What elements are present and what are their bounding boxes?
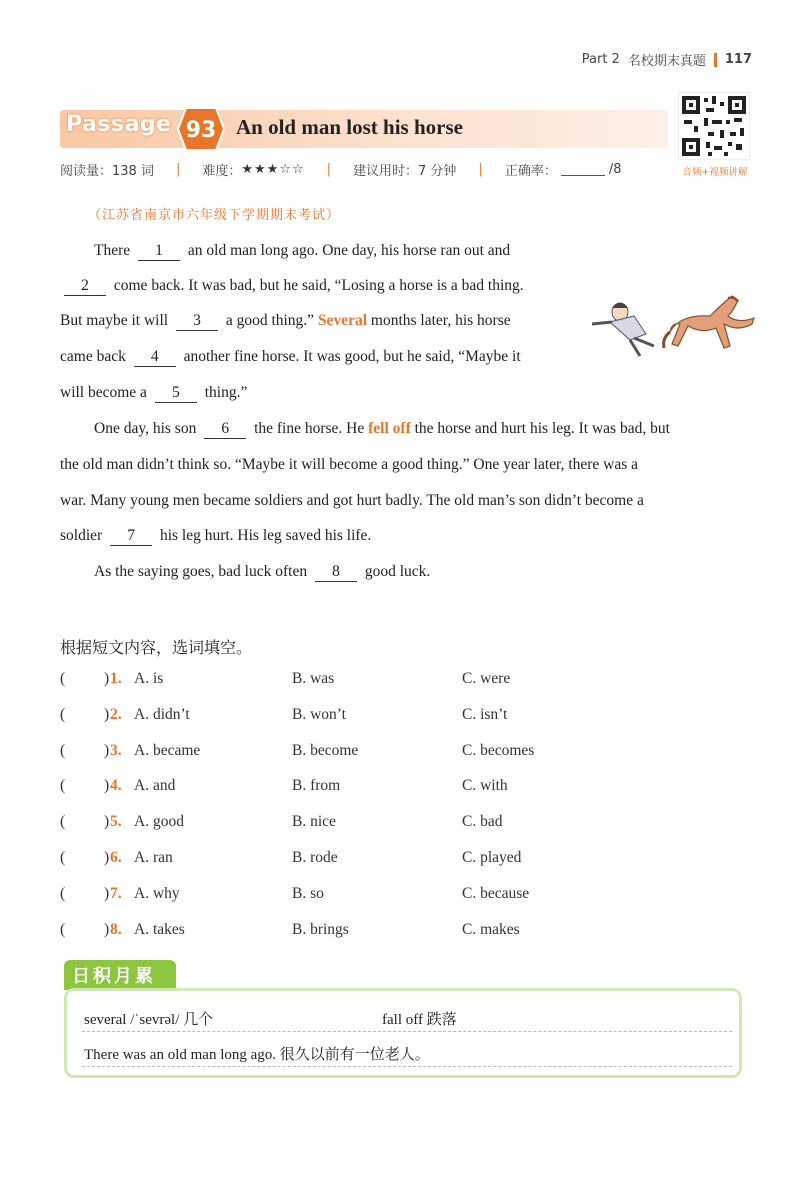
option-c[interactable]: C. becomes <box>462 741 535 759</box>
word-count: 阅读量：138 词 <box>60 164 154 179</box>
falling-man-icon <box>592 303 654 356</box>
option-a[interactable]: A. good <box>134 813 184 831</box>
dashed-divider <box>82 1031 732 1032</box>
horse-icon <box>664 296 754 348</box>
suggested-time: 建议用时：7 分钟 <box>353 164 457 179</box>
answer-paren-open[interactable]: ( <box>60 705 66 723</box>
answer-paren-close: ) <box>104 849 110 866</box>
option-a[interactable]: A. ran <box>134 849 173 866</box>
option-b[interactable]: B. won’t <box>292 705 346 723</box>
question-number: 8. <box>110 920 122 938</box>
question-number: 6. <box>110 849 122 866</box>
highlight-several: Several <box>317 312 368 329</box>
answer-paren-close: ) <box>104 670 110 687</box>
vocab-word: several /ˈsevrəl/ 几个 <box>84 1012 214 1028</box>
vocab-sentence: There was an old man long ago. 很久以前有一位老人。 <box>84 1047 430 1063</box>
difficulty-stars: ★★★☆☆ <box>241 162 305 177</box>
option-b[interactable]: B. nice <box>292 813 336 831</box>
header-divider <box>714 53 717 67</box>
passage-title: An old man lost his horse <box>236 115 463 139</box>
answer-paren-open[interactable]: ( <box>60 670 66 687</box>
passage-line: war. Many young men became soldiers and got hurt badly. The old man’s son didn’t become a <box>60 492 644 509</box>
option-a[interactable]: A. is <box>134 670 164 687</box>
meta-row <box>60 160 622 179</box>
answer-paren-close: ) <box>104 741 110 759</box>
answer-paren-close: ) <box>104 813 110 831</box>
page-header <box>582 50 752 69</box>
question-row <box>60 921 680 945</box>
passage-line: One day, his son 6 the fine horse. He fell off the horse and hurt his leg. It was bad, but <box>94 420 670 437</box>
option-c[interactable]: C. were <box>462 670 511 687</box>
option-b[interactable]: B. was <box>292 670 335 687</box>
horse-illustration <box>590 292 758 364</box>
difficulty-label: 难度： <box>202 164 242 179</box>
passage-line: As the saying goes, bad luck often 8 good luck. <box>94 563 431 580</box>
answer-paren-close: ) <box>104 777 110 795</box>
section-label: 名校期末真题 <box>627 54 706 69</box>
meta-separator: | <box>175 162 181 177</box>
dashed-divider <box>82 1066 732 1067</box>
passage-line: will become a 5 thing.” <box>60 384 248 401</box>
accuracy-total: /8 <box>608 162 622 177</box>
question-row <box>60 742 680 766</box>
option-a[interactable]: A. takes <box>134 920 185 938</box>
option-c[interactable]: C. played <box>462 849 522 866</box>
blank-1[interactable]: 1 <box>138 242 180 261</box>
question-row <box>60 849 680 873</box>
passage-line: There 1 an old man long ago. One day, his horse ran out and <box>94 242 511 259</box>
answer-paren-open[interactable]: ( <box>60 884 66 902</box>
blank-2[interactable]: 2 <box>64 277 106 296</box>
question-row <box>60 885 680 909</box>
accuracy-label: 正确率： <box>504 164 557 179</box>
question-number: 3. <box>110 741 122 759</box>
answer-paren-close: ) <box>104 920 110 938</box>
question-number: 4. <box>110 777 122 795</box>
source-note: （江苏省南京市六年级下学期期末考试） <box>88 208 341 223</box>
vocab-tab-label: 日积月累 <box>72 966 156 987</box>
meta-separator: | <box>478 162 483 177</box>
blank-8[interactable]: 8 <box>315 563 357 582</box>
option-b[interactable]: B. brings <box>292 920 349 938</box>
option-c[interactable]: C. bad <box>462 813 503 831</box>
blank-6[interactable]: 6 <box>204 420 246 439</box>
question-number: 7. <box>110 884 122 902</box>
answer-paren-open[interactable]: ( <box>60 813 66 831</box>
part-label: Part 2 <box>581 52 620 67</box>
instruction: 根据短文内容，选词填空。 <box>60 640 253 657</box>
option-c[interactable]: C. isn’t <box>462 705 508 723</box>
answer-paren-close: ) <box>104 705 110 723</box>
passage-line: But maybe it will 3 a good thing.” Several months later, his horse <box>60 312 511 329</box>
option-b[interactable]: B. rode <box>292 849 338 866</box>
qr-code-icon[interactable] <box>678 92 750 160</box>
qr-caption: 音频+视频讲解 <box>682 167 748 178</box>
passage-line: came back 4 another fine horse. It was good, but he said, “Maybe it <box>60 348 521 365</box>
blank-3[interactable]: 3 <box>176 312 218 331</box>
question-number: 5. <box>110 813 122 831</box>
question-number: 2. <box>110 705 122 723</box>
option-c[interactable]: C. because <box>462 884 530 902</box>
highlight-fell-off: fell off <box>368 420 411 437</box>
blank-4[interactable]: 4 <box>134 348 176 367</box>
blank-7[interactable]: 7 <box>110 527 152 546</box>
option-b[interactable]: B. so <box>292 884 324 902</box>
blank-5[interactable]: 5 <box>155 384 197 403</box>
vocab-box <box>64 988 742 1078</box>
passage-number: 93 <box>185 118 217 143</box>
option-a[interactable]: A. and <box>134 777 176 795</box>
option-b[interactable]: B. from <box>292 777 341 795</box>
answer-paren-open[interactable]: ( <box>60 777 66 795</box>
answer-paren-open[interactable]: ( <box>60 849 66 866</box>
passage-line: 2 come back. It was bad, but he said, “Losing a horse is a bad thing. <box>60 277 524 296</box>
answer-paren-open[interactable]: ( <box>60 920 66 938</box>
option-a[interactable]: A. why <box>134 884 180 902</box>
page-number: 117 <box>724 52 752 67</box>
answer-paren-open[interactable]: ( <box>60 741 66 759</box>
passage-line: soldier 7 his leg hurt. His leg saved his life. <box>60 527 372 544</box>
option-c[interactable]: C. makes <box>462 920 520 938</box>
vocab-word: fall off 跌落 <box>382 1012 457 1028</box>
question-row <box>60 670 680 694</box>
answer-paren-close: ) <box>104 884 110 902</box>
accuracy-blank[interactable] <box>561 163 605 176</box>
meta-separator: | <box>326 162 332 177</box>
option-a[interactable]: A. didn’t <box>134 705 190 723</box>
question-number: 1. <box>110 670 122 687</box>
question-row <box>60 706 680 730</box>
passage-label: Passage <box>66 112 172 137</box>
question-row <box>60 777 680 801</box>
question-row <box>60 813 680 837</box>
option-b[interactable]: B. become <box>292 741 359 759</box>
passage-number-badge <box>176 106 226 152</box>
option-a[interactable]: A. became <box>134 741 201 759</box>
option-c[interactable]: C. with <box>462 777 508 795</box>
passage-line: the old man didn’t think so. “Maybe it will become a good thing.” One year later, there was a <box>60 456 639 473</box>
